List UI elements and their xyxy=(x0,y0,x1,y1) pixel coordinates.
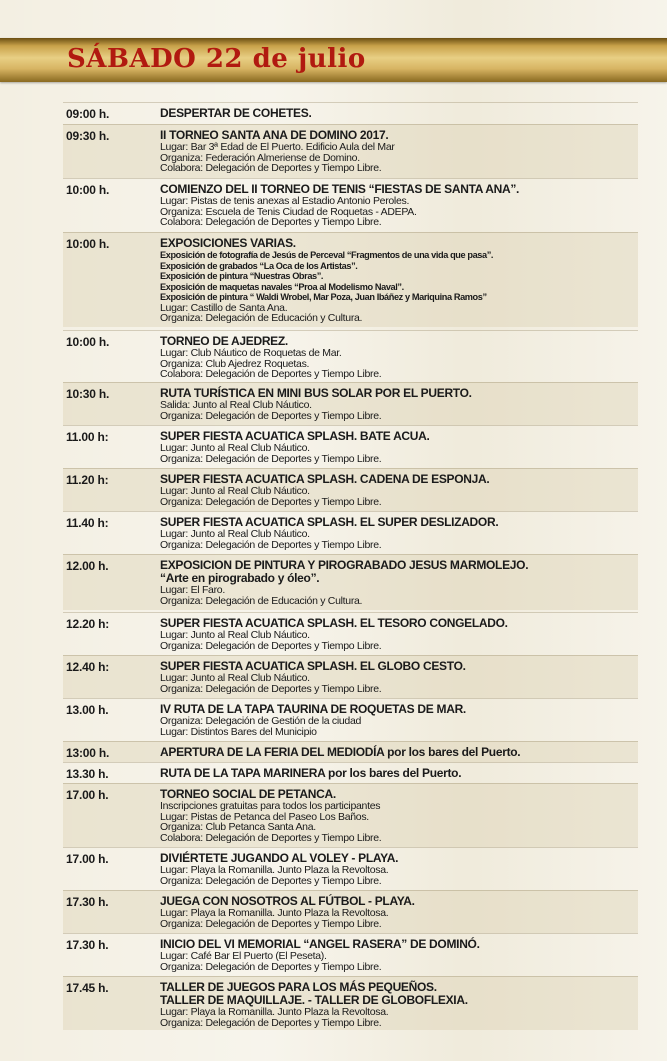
event-row xyxy=(63,655,638,698)
event-title: DIVIÉRTETE JUGANDO AL VOLEY - PLAYA. xyxy=(160,851,399,865)
event-title: RUTA TURÍSTICA EN MINI BUS SOLAR POR EL PUERTO. xyxy=(160,386,472,400)
event-row xyxy=(63,468,638,511)
event-body xyxy=(160,767,638,780)
event-row xyxy=(63,178,638,230)
event-title: RUTA DE LA TAPA MARINERA por los bares del Puerto. xyxy=(160,766,462,780)
event-row xyxy=(63,612,638,655)
event-body xyxy=(160,788,638,843)
event-subtitle: “Arte en pirograbado y óleo”. xyxy=(160,571,320,585)
event-detail: Organiza: Club Ajedrez Roquetas. xyxy=(160,357,310,370)
event-time: 10:30 h. xyxy=(66,387,110,401)
event-body xyxy=(160,387,638,421)
event-detail: Organiza: Delegación de Deportes y Tiempo Libre. xyxy=(160,538,382,551)
event-detail: Lugar: Club Náutico de Roquetas de Mar. xyxy=(160,347,342,359)
event-detail: Salida: Junto al Real Club Náutico. xyxy=(160,399,312,411)
event-time: 17.45 h. xyxy=(66,981,109,995)
event-title: EXPOSICIONES VARIAS. xyxy=(160,236,296,250)
event-time: 09:00 h. xyxy=(66,107,110,121)
event-time: 10:00 h. xyxy=(66,335,110,349)
header-banner xyxy=(0,38,667,82)
event-detail: Organiza: Delegación de Deportes y Tiempo Libre. xyxy=(160,917,382,930)
event-title: IV RUTA DE LA TAPA TAURINA DE ROQUETAS DE MAR. xyxy=(160,702,466,716)
event-time: 17.30 h. xyxy=(66,895,109,909)
event-row xyxy=(63,698,638,741)
event-detail: Organiza: Delegación de Deportes y Tiempo Libre. xyxy=(160,495,382,508)
event-time: 12.40 h: xyxy=(66,660,110,674)
event-body xyxy=(160,129,638,174)
event-body xyxy=(160,335,638,380)
event-detail: Colabora: Delegación de Deportes y Tiempo Libre. xyxy=(160,162,382,174)
event-detail: Organiza: Delegación de Deportes y Tiempo Libre. xyxy=(160,409,382,422)
event-detail: Organiza: Delegación de Deportes y Tiempo Libre. xyxy=(160,639,382,652)
event-row xyxy=(63,741,638,762)
event-title: APERTURA DE LA FERIA DEL MEDIODÍA por los bares del Puerto. xyxy=(160,745,521,759)
event-detail: Organiza: Delegación de Deportes y Tiempo Libre. xyxy=(160,682,382,695)
event-row xyxy=(63,783,638,847)
event-row xyxy=(63,232,638,327)
event-row xyxy=(63,511,638,554)
event-time: 09:30 h. xyxy=(66,129,110,143)
event-body xyxy=(160,852,638,886)
event-title: SUPER FIESTA ACUATICA SPLASH. BATE ACUA. xyxy=(160,429,430,443)
event-row xyxy=(63,847,638,890)
event-body xyxy=(160,746,638,759)
event-detail: Colabora: Delegación de Deportes y Tiempo Libre. xyxy=(160,216,382,228)
event-detail: Exposición de pintura “Nuestras Obras”. xyxy=(160,271,324,281)
event-detail: Organiza: Delegación de Gestión de la ciudad xyxy=(160,715,362,727)
event-body xyxy=(160,938,638,972)
event-time: 13:00 h. xyxy=(66,746,110,760)
event-detail: Lugar: Junto al Real Club Náutico. xyxy=(160,629,310,641)
event-body xyxy=(160,703,638,737)
event-time: 12.20 h: xyxy=(66,617,110,631)
event-detail: Organiza: Delegación de Deportes y Tiempo Libre. xyxy=(160,960,382,973)
event-row xyxy=(63,890,638,933)
event-row xyxy=(63,762,638,783)
event-time: 12.00 h. xyxy=(66,559,109,573)
event-detail: Lugar: Bar 3ª Edad de El Puerto. Edificio Aula del Mar xyxy=(160,141,395,153)
event-row xyxy=(63,933,638,976)
event-body xyxy=(160,617,638,651)
event-subtitle: TALLER DE MAQUILLAJE. - TALLER DE GLOBOFLEXIA. xyxy=(160,993,468,1007)
event-time: 10:00 h. xyxy=(66,183,110,197)
event-detail: Organiza: Delegación de Deportes y Tiempo Libre. xyxy=(160,452,382,465)
event-title: INICIO DEL VI MEMORIAL “ANGEL RASERA” DE DOMINÓ. xyxy=(160,937,480,951)
event-detail: Organiza: Delegación de Educación y Cultura. xyxy=(160,594,363,607)
event-detail: Exposición de fotografía de Jesús de Perceval “Fragmentos de una vida que pasa”. xyxy=(160,250,494,260)
event-title: SUPER FIESTA ACUATICA SPLASH. CADENA DE ESPONJA. xyxy=(160,472,490,486)
event-time: 10:00 h. xyxy=(66,237,110,251)
event-detail: Lugar: Junto al Real Club Náutico. xyxy=(160,528,310,540)
event-time: 13.30 h. xyxy=(66,767,109,781)
event-detail: Lugar: Castillo de Santa Ana. xyxy=(160,301,288,314)
event-detail: Colabora: Delegación de Deportes y Tiempo Libre. xyxy=(160,368,382,380)
event-detail: Lugar: Café Bar El Puerto (El Peseta). xyxy=(160,950,327,962)
event-time: 17.00 h. xyxy=(66,788,109,802)
event-detail: Lugar: Distintos Bares del Municipio xyxy=(160,725,317,738)
event-body xyxy=(160,981,638,1028)
event-title: COMIENZO DEL II TORNEO DE TENIS “FIESTAS DE SANTA ANA”. xyxy=(160,182,520,196)
event-body xyxy=(160,473,638,507)
event-detail: Lugar: Playa la Romanilla. Junto Plaza la Revoltosa. xyxy=(160,907,389,919)
event-title: SUPER FIESTA ACUATICA SPLASH. EL SUPER DESLIZADOR. xyxy=(160,515,499,529)
event-detail: Lugar: Playa la Romanilla. Junto Plaza la Revoltosa. xyxy=(160,1006,389,1018)
event-detail: Organiza: Delegación de Deportes y Tiempo Libre. xyxy=(160,1016,382,1029)
event-body xyxy=(160,237,638,324)
event-title: DESPERTAR DE COHETES. xyxy=(160,106,312,120)
event-detail: Lugar: Junto al Real Club Náutico. xyxy=(160,485,310,497)
event-title: JUEGA CON NOSOTROS AL FÚTBOL - PLAYA. xyxy=(160,894,415,908)
event-row xyxy=(63,425,638,468)
event-time: 13.00 h. xyxy=(66,703,109,717)
event-time: 11.20 h: xyxy=(66,473,109,487)
event-row xyxy=(63,382,638,425)
event-row xyxy=(63,976,638,1030)
event-body xyxy=(160,895,638,929)
event-title: TORNEO DE AJEDREZ. xyxy=(160,334,288,348)
event-detail: Organiza: Federación Almeriense de Domino. xyxy=(160,151,360,164)
event-row xyxy=(63,124,638,178)
event-title: TALLER DE JUEGOS PARA LOS MÁS PEQUEÑOS. xyxy=(160,980,437,994)
event-detail: Organiza: Delegación de Educación y Cultura. xyxy=(160,312,363,324)
event-detail: Lugar: Pistas de tenis anexas al Estadio Antonio Peroles. xyxy=(160,195,410,207)
event-time: 17.30 h. xyxy=(66,938,109,952)
event-detail: Lugar: El Faro. xyxy=(160,584,225,596)
page-title: SÁBADO 22 de julio xyxy=(67,44,366,74)
event-detail: Colabora: Delegación de Deportes y Tiempo Libre. xyxy=(160,831,382,844)
event-detail: Exposición de maquetas navales “Proa al Modelismo Naval”. xyxy=(160,281,404,292)
event-detail: Lugar: Playa la Romanilla. Junto Plaza la Revoltosa. xyxy=(160,864,389,876)
event-detail: Inscripciones gratuitas para todos los participantes xyxy=(160,800,381,812)
event-body xyxy=(160,516,638,550)
event-body xyxy=(160,559,638,606)
event-title: II TORNEO SANTA ANA DE DOMINO 2017. xyxy=(160,128,389,142)
event-title: EXPOSICION DE PINTURA Y PIROGRABADO JESUS MARMOLEJO. xyxy=(160,558,529,572)
event-row xyxy=(63,330,638,382)
event-detail: Organiza: Delegación de Deportes y Tiempo Libre. xyxy=(160,874,382,887)
event-body xyxy=(160,183,638,228)
event-detail: Lugar: Pistas de Petanca del Paseo Los Baños. xyxy=(160,810,369,823)
event-title: SUPER FIESTA ACUATICA SPLASH. EL GLOBO CESTO. xyxy=(160,659,466,673)
event-detail: Exposición de grabados “La Oca de los Artistas”. xyxy=(160,260,358,271)
event-detail: Exposición de pintura “ Waldi Wrobel, Mar Poza, Juan Ibáñez y Mariquina Ramos” xyxy=(160,292,487,302)
event-time: 11.40 h: xyxy=(66,516,109,530)
event-body xyxy=(160,430,638,464)
event-detail: Lugar: Junto al Real Club Náutico. xyxy=(160,672,310,684)
event-detail: Lugar: Junto al Real Club Náutico. xyxy=(160,442,310,454)
event-body xyxy=(160,660,638,694)
event-time: 17.00 h. xyxy=(66,852,109,866)
event-detail: Organiza: Club Petanca Santa Ana. xyxy=(160,821,316,833)
event-body xyxy=(160,107,638,120)
event-time: 11.00 h: xyxy=(66,430,109,444)
event-row xyxy=(63,102,638,122)
event-row xyxy=(63,554,638,610)
event-title: TORNEO SOCIAL DE PETANCA. xyxy=(160,787,336,801)
event-detail: Organiza: Escuela de Tenis Ciudad de Roquetas - ADEPA. xyxy=(160,205,417,218)
event-title: SUPER FIESTA ACUATICA SPLASH. EL TESORO CONGELADO. xyxy=(160,616,508,630)
